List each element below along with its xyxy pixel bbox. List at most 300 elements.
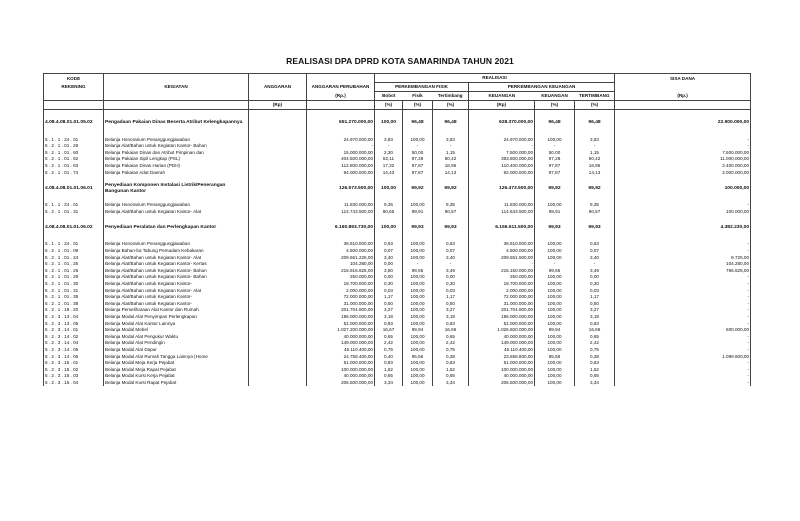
cell-tertimbang-keu: 0,63 xyxy=(575,241,615,248)
cell-bobot: 16,67 xyxy=(375,326,403,333)
cell-bobot: 0,00 xyxy=(375,274,403,281)
cell-bobot: - xyxy=(375,143,403,150)
cell-bobot: 3,40 xyxy=(375,254,403,261)
cell-fisik: 50,00 xyxy=(403,149,433,156)
cell-anggaran xyxy=(249,202,307,209)
cell-tertimbang: 0,03 xyxy=(433,287,469,294)
cell-anggaran-perubahan: 15.000.000,00 xyxy=(307,149,375,156)
cell-kegiatan: Belanja Alat/Bahan untuk Kegiatan Kantor- Alat xyxy=(104,208,249,215)
cell-kegiatan: Belanja Modal Meja Kerja Pejabat xyxy=(104,359,249,366)
cell-kegiatan: Belanja Honorarium Penanggungjawaban xyxy=(104,241,249,248)
cell-tertimbang: 99,92 xyxy=(433,182,469,196)
cell-kode: 5 . 1 . 1 . 24 . 01 xyxy=(44,136,104,143)
cell-sisa-dana: - xyxy=(615,280,751,287)
cell-anggaran xyxy=(249,333,307,340)
cell-keuangan-pct: 100,00 xyxy=(535,280,575,287)
cell-keuangan: - xyxy=(469,143,535,150)
cell-bobot: 0,00 xyxy=(375,261,403,268)
header-rekening: REKENING xyxy=(44,83,104,92)
cell-keuangan: 51.000.000,00 xyxy=(469,359,535,366)
cell-tertimbang-keu: 16,66 xyxy=(575,326,615,333)
cell-keuangan: 6.156.511.500,00 xyxy=(469,221,535,235)
cell-keuangan-pct: - xyxy=(535,143,575,150)
cell-tertimbang-keu: 1,62 xyxy=(575,366,615,373)
cell-keuangan-pct: 99,93 xyxy=(535,221,575,235)
cell-bobot: 0,40 xyxy=(375,353,403,360)
cell-bobot: 3,27 xyxy=(375,307,403,314)
cell-keuangan-pct: 100,00 xyxy=(535,366,575,373)
cell-anggaran-perubahan: 4.500.000,00 xyxy=(307,247,375,254)
cell-sisa-dana: - xyxy=(615,294,751,301)
cell-fisik: 97,87 xyxy=(403,169,433,176)
cell-tertimbang-keu: 0,30 xyxy=(575,280,615,287)
cell-kode: 5 . 2 . 1 . 01 . 29 xyxy=(44,274,104,281)
table-row xyxy=(44,313,751,320)
cell-anggaran xyxy=(249,280,307,287)
cell-bobot: 0,50 xyxy=(375,300,403,307)
cell-kode: 5 . 2 . 3 . 14 . 02 xyxy=(44,333,104,340)
cell-tertimbang: - xyxy=(433,143,469,150)
cell-tertimbang: 0,63 xyxy=(433,241,469,248)
cell-sisa-dana: 100.000,00 xyxy=(615,182,751,196)
cell-tertimbang-keu: 0,75 xyxy=(575,346,615,353)
cell-kode: 5 . 2 . 3 . 15 . 01 xyxy=(44,359,104,366)
cell-tertimbang: 3,49 xyxy=(433,267,469,274)
cell-bobot: 1,62 xyxy=(375,366,403,373)
cell-fisik: 100,00 xyxy=(403,254,433,261)
cell-bobot: 90,65 xyxy=(375,208,403,215)
cell-keuangan-pct: 99,92 xyxy=(535,182,575,196)
cell-kegiatan: Belanja Modal Alat Rumah Tangga Lainnya (Home xyxy=(104,353,249,360)
table-body xyxy=(44,110,751,386)
cell-kode: 5 . 2 . 1 . 01 . 09 xyxy=(44,247,104,254)
cell-sisa-dana: - xyxy=(615,379,751,386)
cell-bobot: 0,63 xyxy=(375,241,403,248)
cell-keuangan: 46.110.400,00 xyxy=(469,346,535,353)
cell-kode: 5 . 2 . 3 . 14 . 01 xyxy=(44,326,104,333)
cell-fisik: - xyxy=(403,143,433,150)
cell-anggaran xyxy=(249,182,307,196)
cell-bobot: 0,75 xyxy=(375,346,403,353)
cell-tertimbang-keu: 16,95 xyxy=(575,162,615,169)
cell-tertimbang-keu: - xyxy=(575,143,615,150)
cell-kode: 5 . 2 . 3 . 14 . 04 xyxy=(44,340,104,347)
cell-keuangan-pct: 97,87 xyxy=(535,162,575,169)
table-row xyxy=(44,254,751,261)
cell-anggaran-perubahan: 24.758.400,00 xyxy=(307,353,375,360)
cell-tertimbang-keu: 0,50 xyxy=(575,300,615,307)
cell-anggaran xyxy=(249,156,307,163)
cell-sisa-dana: 765.625,00 xyxy=(615,267,751,274)
cell-tertimbang-keu: 0,07 xyxy=(575,247,615,254)
cell-fisik: 99,94 xyxy=(403,326,433,333)
cell-tertimbang: 0,07 xyxy=(433,247,469,254)
cell-kode: 5 . 2 . 1 . 01 . 25 xyxy=(44,261,104,268)
cell-tertimbang: 0,65 xyxy=(433,373,469,380)
cell-kode: 5 . 2 . 1 . 01 . 63 xyxy=(44,162,104,169)
cell-sisa-dana: 1.099.600,00 xyxy=(615,353,751,360)
cell-anggaran-perubahan: 196.000.000,00 xyxy=(307,313,375,320)
cell-keuangan-pct: 100,00 xyxy=(535,287,575,294)
section-row xyxy=(44,182,751,196)
cell-tertimbang: 3,83 xyxy=(433,136,469,143)
cell-keuangan: 31.000.000,00 xyxy=(469,300,535,307)
table-row xyxy=(44,136,751,143)
section-row xyxy=(44,221,751,235)
cell-sisa-dana: - xyxy=(615,313,751,320)
header-sisa-rp: (Rp.) xyxy=(615,92,751,101)
cell-tertimbang-keu: 0,03 xyxy=(575,287,615,294)
cell-bobot: 0,83 xyxy=(375,359,403,366)
cell-fisik: 100,00 xyxy=(403,333,433,340)
cell-fisik: 100,00 xyxy=(403,300,433,307)
cell-tertimbang-keu: - xyxy=(575,261,615,268)
cell-keuangan-pct: 100,00 xyxy=(535,274,575,281)
cell-anggaran-perubahan: 112.800.000,00 xyxy=(307,162,375,169)
cell-fisik: 100,00 xyxy=(403,373,433,380)
cell-kode: 5 . 2 . 1 . 01 . 74 xyxy=(44,169,104,176)
table-row xyxy=(44,208,751,215)
cell-anggaran-perubahan: 104.280,00 xyxy=(307,261,375,268)
cell-keuangan-pct: 99,91 xyxy=(535,208,575,215)
cell-anggaran xyxy=(249,208,307,215)
cell-tertimbang-keu: 2,42 xyxy=(575,340,615,347)
cell-kode: 5 . 2 . 1 . 01 . 31 xyxy=(44,208,104,215)
header-anggaran-perubahan: ANGGARAN PERUBAHAN xyxy=(307,83,375,92)
cell-anggaran xyxy=(249,366,307,373)
table-row xyxy=(44,247,751,254)
cell-keuangan: 24.970.000,00 xyxy=(469,136,535,143)
cell-kode: 4.08.4.08.01.01.06.02 xyxy=(44,221,104,235)
cell-sisa-dana: - xyxy=(615,300,751,307)
cell-kegiatan: Belanja Modal Alat Dapur xyxy=(104,346,249,353)
cell-anggaran xyxy=(249,300,307,307)
cell-sisa-dana: - xyxy=(615,247,751,254)
cell-tertimbang-keu: 3,27 xyxy=(575,307,615,314)
cell-keuangan: 92.000.000,00 xyxy=(469,169,535,176)
cell-bobot: 100,00 xyxy=(375,221,403,235)
table-row xyxy=(44,326,751,333)
header-tertimbang: Tertimbang xyxy=(433,92,469,101)
cell-tertimbang-keu: 0,00 xyxy=(575,274,615,281)
cell-keuangan-pct: - xyxy=(535,261,575,268)
cell-tertimbang-keu: 1,17 xyxy=(575,294,615,301)
cell-kode: 5 . 2 . 1 . 01 . 26 xyxy=(44,143,104,150)
cell-sisa-dana: - xyxy=(615,320,751,327)
cell-fisik: 100,00 xyxy=(403,366,433,373)
cell-keuangan: 209.551.500,00 xyxy=(469,254,535,261)
cell-tertimbang: 3,40 xyxy=(433,254,469,261)
cell-fisik: 99,93 xyxy=(403,221,433,235)
cell-sisa-dana: - xyxy=(615,143,751,150)
cell-keuangan-pct: 100,00 xyxy=(535,241,575,248)
cell-kegiatan: Belanja Pakaian Adat Daerah xyxy=(104,169,249,176)
cell-kode: 5 . 2 . 3 . 15 . 04 xyxy=(44,379,104,386)
header-unit-rp: (Rp) xyxy=(249,101,307,110)
cell-bobot: 0,30 xyxy=(375,280,403,287)
cell-anggaran xyxy=(249,221,307,235)
table-row xyxy=(44,202,751,209)
cell-sisa-dana: 2.400.000,00 xyxy=(615,162,751,169)
cell-anggaran-perubahan: 94.000.000,00 xyxy=(307,169,375,176)
cell-tertimbang: 90,57 xyxy=(433,208,469,215)
cell-anggaran-perubahan: 31.000.000,00 xyxy=(307,300,375,307)
header-perkembangan-keuangan: PERKEMBANGAN KEUANGAN xyxy=(469,83,615,92)
cell-kode: 5 . 2 . 1 . 01 . 38 xyxy=(44,300,104,307)
cell-kegiatan: Belanja Modal Mebel xyxy=(104,326,249,333)
cell-kode: 5 . 2 . 1 . 01 . 31 xyxy=(44,287,104,294)
table-row xyxy=(44,359,751,366)
cell-tertimbang: 3,27 xyxy=(433,307,469,314)
cell-tertimbang-keu: 3,18 xyxy=(575,313,615,320)
cell-tertimbang: 0,30 xyxy=(433,280,469,287)
cell-anggaran xyxy=(249,254,307,261)
cell-anggaran-perubahan: 6.160.893.730,00 xyxy=(307,221,375,235)
cell-tertimbang: 0,38 xyxy=(433,353,469,360)
cell-kegiatan: Belanja Modal Alat Kantor Lainnya xyxy=(104,320,249,327)
cell-bobot: 1,17 xyxy=(375,294,403,301)
cell-kegiatan: Belanja Bahan-ba Tabung Pemadam Kebakaran xyxy=(104,247,249,254)
cell-keuangan-pct: 97,28 xyxy=(535,156,575,163)
cell-fisik: 100,00 xyxy=(403,136,433,143)
header-rp: (Rp.) xyxy=(307,92,375,101)
cell-fisik: 100,00 xyxy=(403,241,433,248)
cell-anggaran-perubahan: 40.000.000,00 xyxy=(307,373,375,380)
cell-kegiatan: Belanja Modal Alat Pendingin xyxy=(104,340,249,347)
cell-tertimbang: - xyxy=(433,261,469,268)
cell-fisik: 100,00 xyxy=(403,359,433,366)
cell-bobot: 100,00 xyxy=(375,116,403,130)
cell-bobot: 3,34 xyxy=(375,379,403,386)
cell-anggaran xyxy=(249,373,307,380)
cell-tertimbang-keu: 3,40 xyxy=(575,254,615,261)
table-row xyxy=(44,156,751,163)
cell-tertimbang: 0,00 xyxy=(433,274,469,281)
cell-keuangan: 1.026.600.000,00 xyxy=(469,326,535,333)
table-row xyxy=(44,280,751,287)
cell-anggaran-perubahan: 404.500.000,00 xyxy=(307,156,375,163)
cell-anggaran-perubahan: 215.915.625,00 xyxy=(307,267,375,274)
table-row xyxy=(44,346,751,353)
cell-anggaran xyxy=(249,261,307,268)
cell-keuangan: 40.000.000,00 xyxy=(469,373,535,380)
cell-bobot: 14,43 xyxy=(375,169,403,176)
header-unit-pct-1: (%) xyxy=(375,101,403,110)
cell-kegiatan: Belanja Alat/Bahan untuk Kegiatan Kantor- xyxy=(104,294,249,301)
cell-anggaran xyxy=(249,346,307,353)
cell-kode: 4.08.4.08.01.01.06.01 xyxy=(44,182,104,196)
cell-fisik: 100,00 xyxy=(403,307,433,314)
cell-sisa-dana: - xyxy=(615,202,751,209)
table-row xyxy=(44,241,751,248)
cell-anggaran xyxy=(249,247,307,254)
cell-tertimbang: 1,15 xyxy=(433,149,469,156)
cell-sisa-dana: 7.500.000,00 xyxy=(615,149,751,156)
cell-fisik: 100,00 xyxy=(403,379,433,386)
cell-bobot: 3,50 xyxy=(375,267,403,274)
cell-anggaran-perubahan: 205.500.000,00 xyxy=(307,379,375,386)
cell-tertimbang: 3,18 xyxy=(433,313,469,320)
cell-kode: 5 . 2 . 1 . 19 . 20 xyxy=(44,307,104,314)
table-row xyxy=(44,287,751,294)
header-perkembangan-fisik: PERKEMBANGAN FISIK xyxy=(375,83,469,92)
cell-sisa-dana: - xyxy=(615,333,751,340)
cell-fisik: 100,00 xyxy=(403,287,433,294)
cell-sisa-dana: - xyxy=(615,136,751,143)
realisasi-table xyxy=(43,73,751,386)
cell-kegiatan: Penyediaan Komponen Instalasi Listrik/Penerangan Bangunan Kantor xyxy=(104,182,249,196)
cell-anggaran-perubahan: 18.700.000,00 xyxy=(307,280,375,287)
cell-keuangan-pct: 100,00 xyxy=(535,359,575,366)
cell-tertimbang: 96,48 xyxy=(433,116,469,130)
cell-bobot: 2,42 xyxy=(375,340,403,347)
cell-anggaran xyxy=(249,313,307,320)
cell-tertimbang: 99,93 xyxy=(433,221,469,235)
cell-tertimbang-keu: 0,83 xyxy=(575,320,615,327)
cell-kode: 5 . 2 . 3 . 13 . 05 xyxy=(44,320,104,327)
cell-anggaran xyxy=(249,307,307,314)
cell-sisa-dana: 104.280,00 xyxy=(615,261,751,268)
cell-keuangan: 4.500.000,00 xyxy=(469,247,535,254)
cell-keuangan: 110.400.000,00 xyxy=(469,162,535,169)
cell-sisa-dana: - xyxy=(615,346,751,353)
cell-anggaran xyxy=(249,169,307,176)
cell-kegiatan: Belanja Modal Kursi Rapat Pejabat xyxy=(104,379,249,386)
table-row xyxy=(44,307,751,314)
cell-sisa-dana: 600.000,00 xyxy=(615,326,751,333)
cell-kode: 5 . 2 . 3 . 15 . 03 xyxy=(44,373,104,380)
cell-anggaran xyxy=(249,287,307,294)
header-kegiatan: KEGIATAN xyxy=(104,83,249,92)
table-row xyxy=(44,353,751,360)
cell-sisa-dana: - xyxy=(615,359,751,366)
table-row xyxy=(44,333,751,340)
cell-fisik: 100,00 xyxy=(403,274,433,281)
header-sisa-dana: SISA DANA xyxy=(615,74,751,83)
cell-kegiatan: Pengadaan Pakaian Dinas Beserta Atribut Kelengkapannya xyxy=(104,116,249,130)
cell-keuangan-pct: 97,87 xyxy=(535,169,575,176)
header-unit-pct-2: (%) xyxy=(403,101,433,110)
cell-anggaran-perubahan: 51.000.000,00 xyxy=(307,320,375,327)
cell-anggaran-perubahan: 2.000.000,00 xyxy=(307,287,375,294)
cell-tertimbang-keu: 9,35 xyxy=(575,202,615,209)
table-row xyxy=(44,373,751,380)
cell-sisa-dana: 9.725,00 xyxy=(615,254,751,261)
cell-anggaran xyxy=(249,353,307,360)
cell-kode: 5 . 2 . 1 . 01 . 60 xyxy=(44,149,104,156)
cell-tertimbang-keu: 0,83 xyxy=(575,359,615,366)
cell-anggaran xyxy=(249,143,307,150)
table-row xyxy=(44,340,751,347)
cell-kode: 5 . 2 . 1 . 01 . 24 xyxy=(44,254,104,261)
cell-bobot: 17,32 xyxy=(375,162,403,169)
cell-fisik: 97,87 xyxy=(403,162,433,169)
cell-keuangan: 149.000.000,00 xyxy=(469,340,535,347)
cell-keuangan-pct: 100,00 xyxy=(535,254,575,261)
cell-keuangan: 72.000.000,00 xyxy=(469,294,535,301)
cell-anggaran xyxy=(249,267,307,274)
cell-anggaran-perubahan: 1.027.200.000,00 xyxy=(307,326,375,333)
header-unit-pct-4: (%) xyxy=(535,101,575,110)
cell-bobot: 9,35 xyxy=(375,202,403,209)
cell-sisa-dana: - xyxy=(615,241,751,248)
cell-sisa-dana: - xyxy=(615,366,751,373)
header-fisik: Fisik xyxy=(412,93,423,99)
cell-keuangan-pct: 100,00 xyxy=(535,202,575,209)
table-header xyxy=(44,74,751,110)
cell-kegiatan: Belanja Modal Alat Pengukur Waktu xyxy=(104,333,249,340)
cell-sisa-dana: 2.000.000,00 xyxy=(615,169,751,176)
cell-keuangan-pct: 100,00 xyxy=(535,340,575,347)
cell-sisa-dana: 100.000,00 xyxy=(615,208,751,215)
cell-sisa-dana: 22.900.000,00 xyxy=(615,116,751,130)
cell-tertimbang: 14,13 xyxy=(433,169,469,176)
cell-anggaran-perubahan: 126.573.500,00 xyxy=(307,182,375,196)
cell-anggaran-perubahan: 46.110.400,00 xyxy=(307,346,375,353)
cell-kegiatan: Belanja Alat/Bahan untuk Kegiatan Kantor- Bahan xyxy=(104,143,249,150)
cell-sisa-dana: 4.382.230,00 xyxy=(615,221,751,235)
cell-keuangan: 100.000.000,00 xyxy=(469,366,535,373)
header-realisasi: REALISASI xyxy=(375,74,615,83)
cell-keuangan-pct: 95,56 xyxy=(535,353,575,360)
cell-bobot: 3,18 xyxy=(375,313,403,320)
cell-kegiatan: Belanja Alat/Bahan untuk Kegiatan Kantor- xyxy=(104,300,249,307)
cell-keuangan: - xyxy=(469,261,535,268)
cell-keuangan: 250.000,00 xyxy=(469,274,535,281)
cell-anggaran-perubahan: 11.830.000,00 xyxy=(307,202,375,209)
cell-anggaran xyxy=(249,340,307,347)
table-row xyxy=(44,162,751,169)
cell-keuangan: 393.500.000,00 xyxy=(469,156,535,163)
header-keuangan-pct: KEUANGAN xyxy=(541,93,568,99)
cell-anggaran xyxy=(249,326,307,333)
cell-kegiatan: Belanja Modal Kursi Kerja Pejabat xyxy=(104,373,249,380)
cell-tertimbang: 2,42 xyxy=(433,340,469,347)
cell-anggaran-perubahan: 38.610.000,00 xyxy=(307,241,375,248)
table-row xyxy=(44,366,751,373)
cell-fisik: 100,00 xyxy=(403,313,433,320)
cell-fisik: 99,92 xyxy=(403,182,433,196)
cell-tertimbang-keu: 90,57 xyxy=(575,208,615,215)
cell-bobot: 0,65 xyxy=(375,333,403,340)
cell-anggaran-perubahan: 209.561.225,00 xyxy=(307,254,375,261)
cell-kode: 5 . 2 . 1 . 01 . 35 xyxy=(44,294,104,301)
cell-keuangan: 7.500.000,00 xyxy=(469,149,535,156)
cell-fisik: 100,00 xyxy=(403,280,433,287)
cell-tertimbang-keu: 1,15 xyxy=(575,149,615,156)
cell-tertimbang: 1,62 xyxy=(433,366,469,373)
cell-tertimbang-keu: 3,34 xyxy=(575,379,615,386)
cell-kegiatan: Penyediaan Peralatan dan Perlengkapan Kantor xyxy=(104,221,249,235)
cell-tertimbang: 3,34 xyxy=(433,379,469,386)
table-row xyxy=(44,149,751,156)
cell-tertimbang: 0,83 xyxy=(433,359,469,366)
cell-anggaran xyxy=(249,274,307,281)
table-row xyxy=(44,274,751,281)
cell-anggaran xyxy=(249,149,307,156)
cell-kegiatan: Belanja Honorarium Penanggungjawaban xyxy=(104,202,249,209)
cell-tertimbang-keu: 0,65 xyxy=(575,333,615,340)
cell-anggaran-perubahan: 40.000.000,00 xyxy=(307,333,375,340)
cell-keuangan-pct: 100,00 xyxy=(535,333,575,340)
header-kode: KODE xyxy=(44,74,104,83)
cell-fisik: 96,48 xyxy=(403,116,433,130)
cell-tertimbang-keu: 14,13 xyxy=(575,169,615,176)
cell-bobot: 2,30 xyxy=(375,149,403,156)
cell-tertimbang-keu: 99,93 xyxy=(575,221,615,235)
cell-keuangan-pct: 100,00 xyxy=(535,379,575,386)
table-row xyxy=(44,320,751,327)
